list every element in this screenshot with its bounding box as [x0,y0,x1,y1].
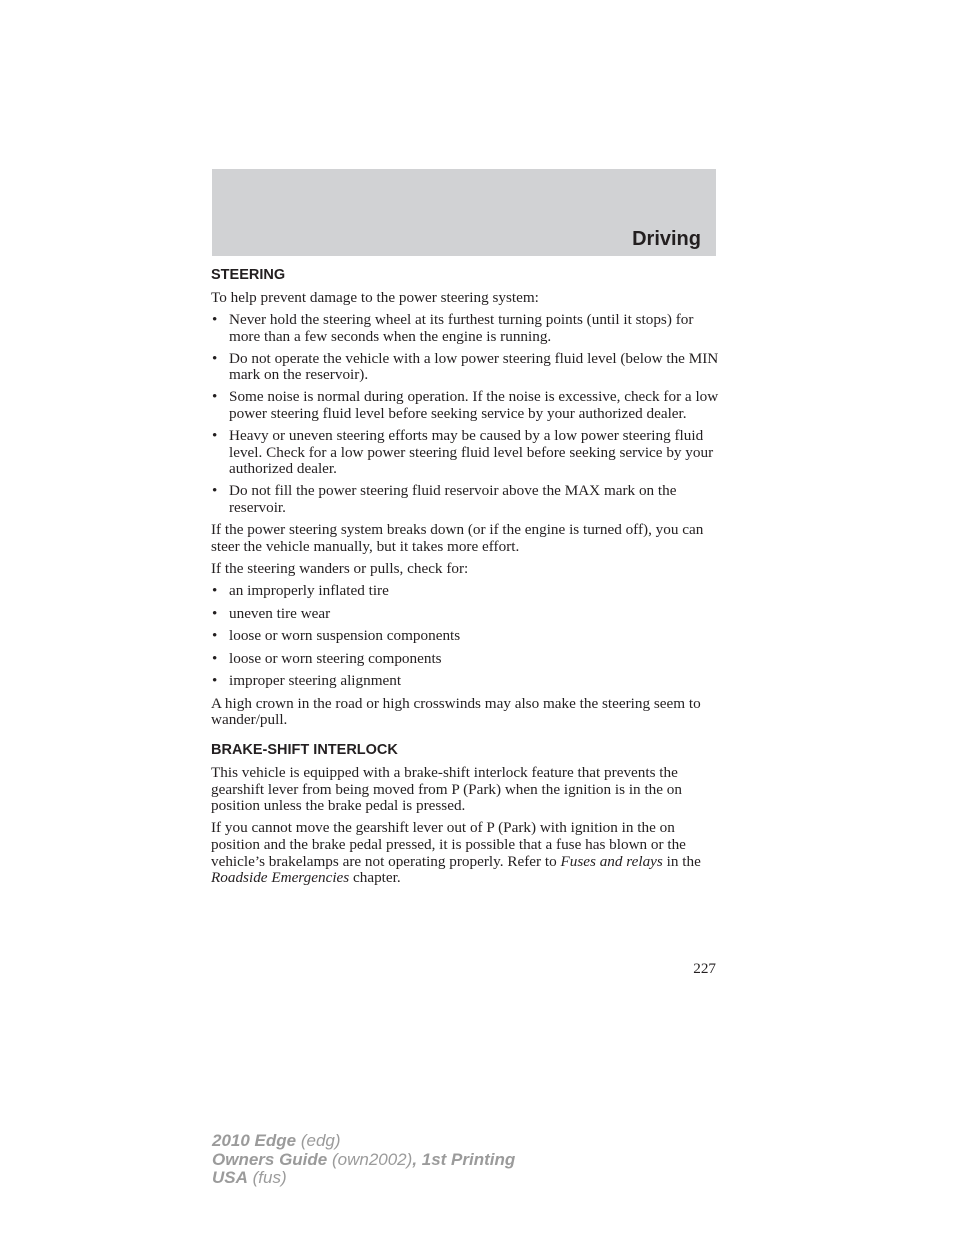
bullet-icon: • [212,649,218,667]
list-item: • improper steering alignment [212,672,402,690]
steering-precautions-list [211,312,719,517]
chapter-title: Driving [632,228,701,250]
bullet-icon: • [212,388,218,406]
footer-print-info [212,1132,515,1188]
footer-line-3: USA (fus) [212,1168,287,1187]
steering-wander-intro: If the steering wanders or pulls, check for: [211,559,469,577]
list-item: • Do not operate the vehicle with a low power steering fluid level (below the MIN mark on the reservoir). [212,349,719,384]
bullet-icon: • [212,427,218,445]
footer-line-1: 2010 Edge (edg) [212,1131,341,1150]
steering-check-list [211,583,719,690]
page-number: 227 [693,960,716,977]
list-item: • loose or worn steering components [212,649,442,667]
chapter-header-band [212,169,716,256]
list-item: • Do not fill the power steering fluid reservoir above the MAX mark on the reservoir. [212,482,677,517]
page-content [211,267,719,892]
bullet-icon: • [212,482,218,500]
bullet-icon: • [212,311,218,329]
list-item: • Heavy or uneven steering efforts may be caused by a low power steering fluid level. Check for a low power steering fluid level before seeking service by your authorized dealer. [212,427,714,478]
list-item: • Never hold the steering wheel at its furthest turning points (until it stops) for more than a few seconds when the engine is running. [212,311,694,345]
list-item: • an improperly inflated tire [212,581,389,599]
steering-intro: To help prevent damage to the power steering system: [211,289,539,306]
brake-shift-interlock-heading: BRAKE-SHIFT INTERLOCK [211,742,398,759]
interlock-paragraph-2: If you cannot move the gearshift lever out of P (Park) with ignition in the on position and the brake pedal pressed, it is possible that a fuse has blown or the vehicle’s brakelamps are not operating properly. Refer to Fuses and relays in the Roadside Emergencies chapter. [211,819,701,887]
bullet-icon: • [212,672,218,690]
list-item: • loose or worn suspension components [212,627,461,645]
steering-breakdown-paragraph: If the power steering system breaks down (or if the engine is turned off), you can steer the vehicle manually, but it takes more effort. [211,521,704,555]
list-item: • uneven tire wear [212,604,331,622]
bullet-icon: • [212,627,218,645]
interlock-paragraph-1: This vehicle is equipped with a brake-shift interlock feature that prevents the gearshift lever from being moved from P (Park) when the ignition is in the on position unless the brake pedal is pressed. [211,764,682,815]
bullet-icon: • [212,581,218,599]
footer-line-2: Owners Guide (own2002), 1st Printing [212,1149,516,1169]
steering-heading: STEERING [211,267,286,283]
list-item: • Some noise is normal during operation. If the noise is excessive, check for a low power steering fluid level before seeking service by your authorized dealer. [212,388,719,423]
bullet-icon: • [212,349,218,367]
steering-crown-paragraph: A high crown in the road or high crosswinds may also make the steering seem to wander/pull. [211,694,701,729]
fuses-and-relays-reference: Fuses and relays [560,852,663,870]
roadside-emergencies-reference: Roadside Emergencies [211,869,350,887]
bullet-icon: • [212,604,218,622]
